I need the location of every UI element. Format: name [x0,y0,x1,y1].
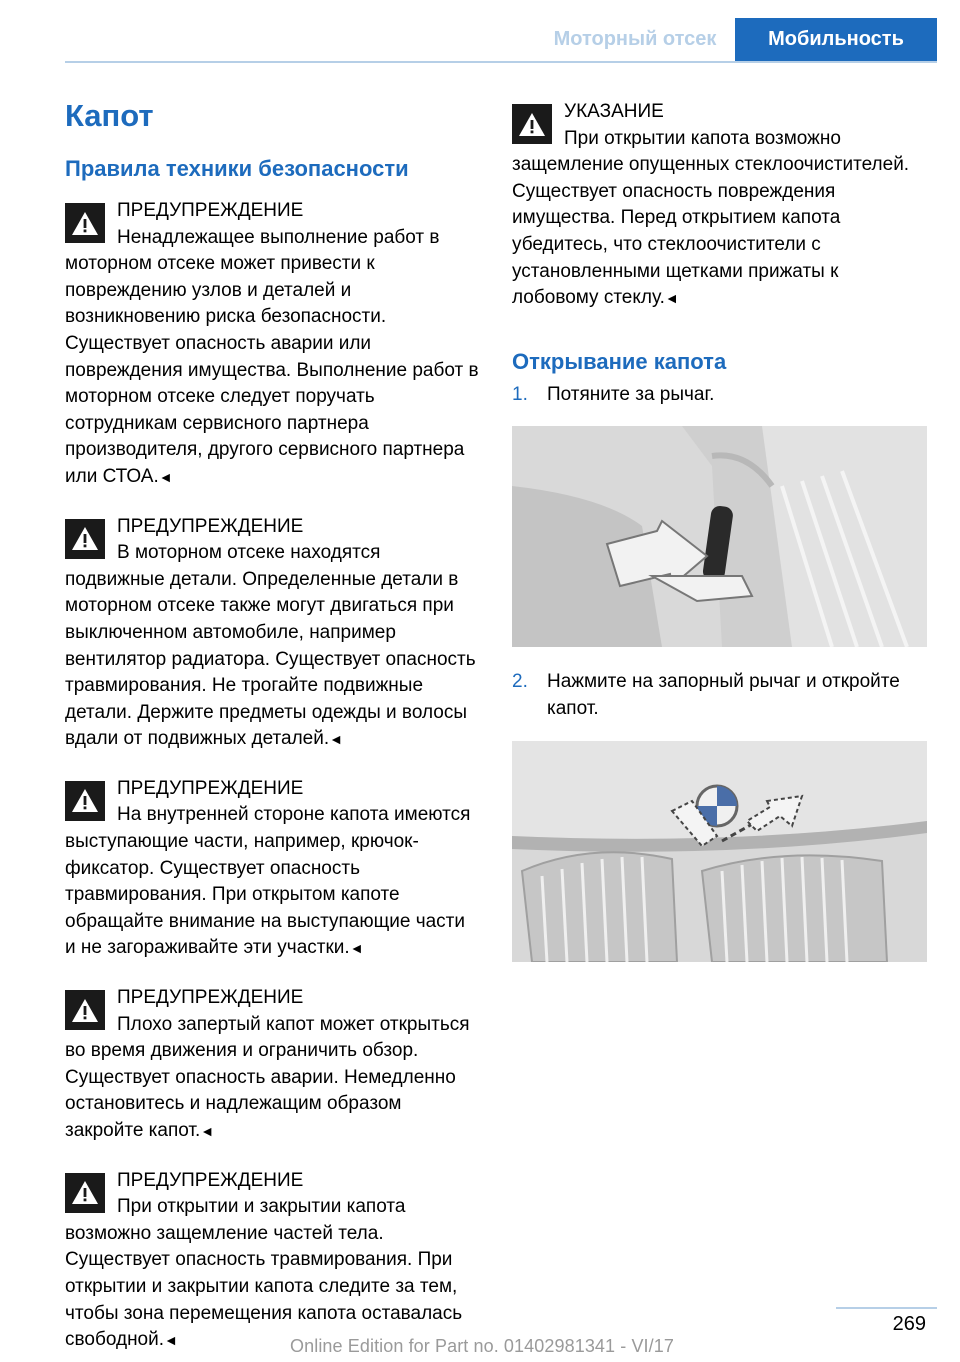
warning-block [65,984,480,1145]
tab-engine-compartment[interactable]: Моторный отсек [535,18,735,61]
hood-release-lever-illustration [512,426,927,647]
footer-divider [836,1307,937,1309]
warning-block [65,775,480,962]
warning-block [65,1167,480,1354]
warning-triangle-icon [65,203,105,243]
warning-label: ПРЕДУПРЕЖДЕНИЕ [117,1169,304,1191]
header-tabs [535,18,937,61]
warning-text: Плохо запертый капот может открыться во время движения и ограничить обзор. Существует опасность аварии. Немедленно остановитесь и надлежащим образом закройте капот. [65,1013,470,1141]
end-mark: ◄ [664,290,679,307]
page-number: 269 [892,1313,926,1335]
safety-heading: Правила техники безопасности [65,156,409,181]
warning-label: ПРЕДУПРЕЖДЕНИЕ [117,777,304,799]
header-divider [65,61,937,63]
left-column [65,95,480,1362]
end-mark: ◄ [349,940,364,957]
step-item [512,382,927,409]
step-text: Нажмите на запорный рычаг и откройте капот. [547,671,900,719]
end-mark: ◄ [200,1123,215,1139]
warning-triangle-icon [65,519,105,559]
end-mark: ◄ [164,1332,178,1349]
hood-latch-illustration [512,741,927,962]
warning-triangle-icon [65,781,105,821]
warning-triangle-icon [512,104,552,144]
edition-text: Online Edition for Part no. 01402981341 - VI/17 [290,1336,674,1356]
warning-text: Ненадлежащее выполнение работ в моторном отсеке может привести к повреждению узлов и деталей и возникновению риска безопасности. Существует опасность аварии или повреждения имущества. Выполнение работ в моторном отсеке следует поручать сотрудникам сервисного партнера производителя, другого сервисного партнера или СТОА. [65,226,479,487]
tab-mobility[interactable]: Мобильность [735,18,937,61]
warning-text: На внутренней стороне капота имеются выступающие части, например, крючок-фиксатор. Существует опасность травмирования. При открытом капоте обращайте внимание на выступающие части и не загораживайте эти участки. [65,804,471,959]
warning-triangle-icon [65,1173,105,1213]
notice-label: УКАЗАНИЕ [564,101,664,122]
warning-label: ПРЕДУПРЕЖДЕНИЕ [117,200,304,221]
warning-text: При открытии и закрытии капота возможно защемление частей тела. Существует опасность травмирования. При открытии и закрытии капота следите за тем, чтобы зона перемещения капота оставалась свободной. [65,1196,463,1351]
step-item [512,669,927,722]
warning-text: В моторном отсеке находятся подвижные детали. Определенные детали в моторном отсеке также могут двигаться при выключенном автомобиле, например вентилятор радиатора. Существует опасность травмирования. Не трогайте подвижные детали. Держите предметы одежды и волосы вдали от подвижных деталей. [65,542,476,750]
warning-block [65,513,480,753]
step-number: 2. [512,671,528,693]
step-number: 1. [512,383,528,405]
notice-block [512,98,927,312]
end-mark: ◄ [329,731,343,748]
warning-block [65,197,480,491]
end-mark: ◄ [158,468,173,485]
right-column [512,98,927,984]
opening-heading: Открывание капота [512,348,727,374]
page-title: Капот [65,98,154,133]
notice-text: При открытии капота возможно защемление опущенных стеклоочистителей. Существует опасность повреждения имущества. Перед открытием капота убедитесь, что стеклоочистители с установленными щетками прижаты к лобовому стеклу. [512,127,910,309]
warning-label: ПРЕДУПРЕЖДЕНИЕ [117,987,304,1009]
warning-triangle-icon [65,990,105,1030]
edition-footer [0,1336,960,1357]
warning-label: ПРЕДУПРЕЖДЕНИЕ [117,515,304,537]
step-text: Потяните за рычаг. [547,383,715,405]
